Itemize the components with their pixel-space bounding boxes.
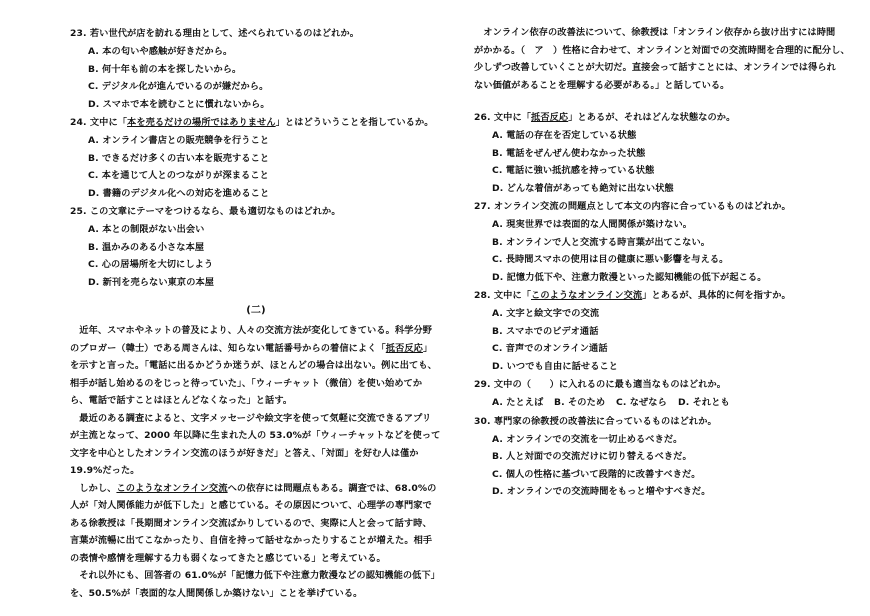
- q29-options-row: [474, 394, 836, 412]
- passage-underlined-phrase: このようなオンライン交流: [116, 482, 228, 494]
- q29-option-a: A. たとえば: [492, 397, 544, 408]
- passage-line: しかし、このようなオンライン交流への依存には問題点もある。調査では、68.0%の: [70, 482, 437, 494]
- q26-option-b: B. 電話をぜんぜん使わなかった状態: [492, 147, 646, 159]
- q24-option-b: B. できるだけ多くの古い本を販売すること: [88, 152, 270, 164]
- passage-line: 人が「対人関係能力が低下した」と感じている。その原因について、心理学の専門家で: [70, 500, 432, 511]
- passage-line: 少しずつ改善していくことが大切だ。直接会って話すことには、オンラインでは得られ: [474, 62, 836, 73]
- q28-option-a: A. 文字と絵文字での交流: [492, 308, 600, 319]
- q29-option-c: C. なぜなら: [616, 397, 667, 408]
- passage-line: 近年、スマホやネットの普及により、人々の交流方法が変化してきている。科学分野: [70, 325, 433, 336]
- q26-option-d: D. どんな着信があっても絶対に出ない状態: [492, 182, 674, 194]
- q27-option-c: C. 長時間スマホの使用は目の健康に悪い影響を与える。: [492, 254, 729, 265]
- q28-option-b: B. スマホでのビデオ通話: [492, 325, 599, 337]
- passage-line: の表情や感情を理解する力も弱くなってきたと感じている」と考えている。: [70, 552, 386, 564]
- passage-line: を示すと言った。「電話に出るかどうか迷うが、ほとんどの場合は出ない。例に出ても、: [70, 360, 437, 371]
- question-23: 23. 若い世代が店を訪れる理由として、述べられているのはどれか。: [70, 28, 360, 39]
- passage-line: ら、電話で話すことはほとんどなくなった」と話す。: [70, 395, 293, 406]
- q24-option-d: D. 書籍のデジタル化への対応を進めること: [88, 187, 270, 199]
- question-28: 28. 文中に「このようなオンライン交流」とあるが、具体的に何を指すか。: [474, 290, 791, 301]
- q23-option-a: A. 本の匂いや感触が好きだから。: [88, 46, 233, 57]
- passage-line: のブロガー（韓士）である周さんは、知らない電話番号からの着信によく「抵否反応」: [70, 342, 433, 354]
- q27-option-a: A. 現実世界では表面的な人間関係が築けない。: [492, 219, 693, 230]
- q25-option-a: A. 本との制限がない出会い: [88, 224, 205, 235]
- passage-line: 19.9%だった。: [70, 465, 140, 476]
- q25-option-d: D. 新刊を売らない東京の本屋: [88, 276, 215, 288]
- passage-line: 文字を中心としたオンライン交流のほうが好きだ」と答え、「対面」を好む人は僅か: [70, 447, 419, 459]
- passage-line: ある徐教授は「長期間オンライン交流ばかりしているので、実際に人と会って話す時、: [70, 517, 432, 529]
- section-title: (二): [246, 305, 266, 316]
- q23-option-c: C. デジタル化が進んでいるのが嫌だから。: [88, 81, 269, 92]
- q29-option-d: D. それとも: [678, 397, 730, 408]
- q26-underlined-phrase: 抵否反応: [531, 112, 569, 123]
- passage-line: 最近のある調査によると、文字メッセージや絵文字を使って気軽に交流できるアプリ: [70, 412, 432, 424]
- q28-underlined-phrase: このようなオンライン交流: [531, 290, 643, 301]
- passage-line: 言葉が流暢に出てこなかったり、自信を持って話せなかったりすることが増えた。相手: [70, 535, 433, 546]
- passage-line: を、50.5%が「表面的な人間関係しか築けない」ことを挙げている。: [70, 587, 363, 599]
- q30-option-d: D. オンラインでの交流時間をもっと増やすべきだ。: [492, 486, 711, 497]
- question-30: 30. 専門家の徐教授の改善法に合っているものはどれか。: [474, 415, 717, 427]
- q24-option-a: A. オンライン書店との販売競争を行うこと: [88, 135, 270, 146]
- passage-line: が主流となって、2000 年以降に生まれた人の 53.0%が「ウィーチャットなどを使って: [70, 430, 441, 441]
- question-24: 24. 文中に「本を売るだけの場所ではありません」とはどういうことを指しているか。: [70, 117, 434, 128]
- q23-option-b: B. 何十年も前の本を探したいから。: [88, 63, 242, 75]
- question-27: 27. オンライン交流の問題点として本文の内容に合っているものはどれか。: [474, 201, 791, 212]
- q24-underlined-phrase: 本を売るだけの場所ではありません: [127, 117, 276, 128]
- q26-option-c: C. 電話に強い抵抗感を持っている状態: [492, 165, 655, 176]
- q27-option-b: B. オンラインで人と交流する時言葉が出てこない。: [492, 236, 711, 248]
- passage-underlined-phrase: 抵否反応: [385, 342, 423, 354]
- q28-option-c: C. 音声でのオンライン通話: [492, 343, 608, 354]
- q30-option-b: B. 人と対面での交流だけに切り替えるべきだ。: [492, 451, 692, 462]
- q29-option-b: B. そのため: [554, 397, 606, 408]
- passage-line: オンライン依存の改善法について、徐教授は「オンライン依存から抜け出すには時間: [474, 27, 836, 38]
- left-column: [70, 24, 442, 602]
- q25-option-b: B. 温かみのある小さな本屋: [88, 241, 205, 253]
- question-25: 25. この文章にテーマをつけるなら、最も適切なものはどれか。: [70, 206, 341, 217]
- passage-line: がかかる。（ ア ）性格に合わせて、オンラインと対面での交流時間を合理的に配分し、: [474, 44, 850, 56]
- passage-line: ない価値があることを理解する必要がある。」と話している。: [474, 79, 730, 91]
- q24-option-c: C. 本を通じて人とのつながりが深まること: [88, 170, 269, 181]
- q28-option-d: D. いつでも自由に話せること: [492, 360, 619, 372]
- question-26: 26. 文中に「抵否反応」とあるが、それはどんな状態なのか。: [474, 112, 736, 123]
- right-column: [474, 24, 850, 501]
- q25-option-c: C. 心の居場所を大切にしよう: [88, 259, 214, 270]
- passage-line: それ以外にも、回答者の 61.0%が「記憶力低下や注意力散漫などの認知機能の低下」: [70, 570, 441, 581]
- q30-option-c: C. 個人の性格に基づいて段階的に改善すべきだ。: [492, 468, 701, 480]
- q23-option-d: D. スマホで本を読むことに慣れないから。: [88, 98, 270, 110]
- passage-line: 相手が話し始めるのをじっと待っていた」、「ウィーチャット（微信）を使い始めてか: [70, 377, 423, 389]
- q30-option-a: A. オンラインでの交流を一切止めるべきだ。: [492, 433, 683, 445]
- q27-option-d: D. 記憶力低下や、注意力散漫といった認知機能の低下が起こる。: [492, 271, 767, 283]
- q26-option-a: A. 電話の存在を否定している状態: [492, 130, 637, 141]
- question-29: 29. 文中の（ ）に入れるのに最も適当なものはどれか。: [474, 379, 727, 390]
